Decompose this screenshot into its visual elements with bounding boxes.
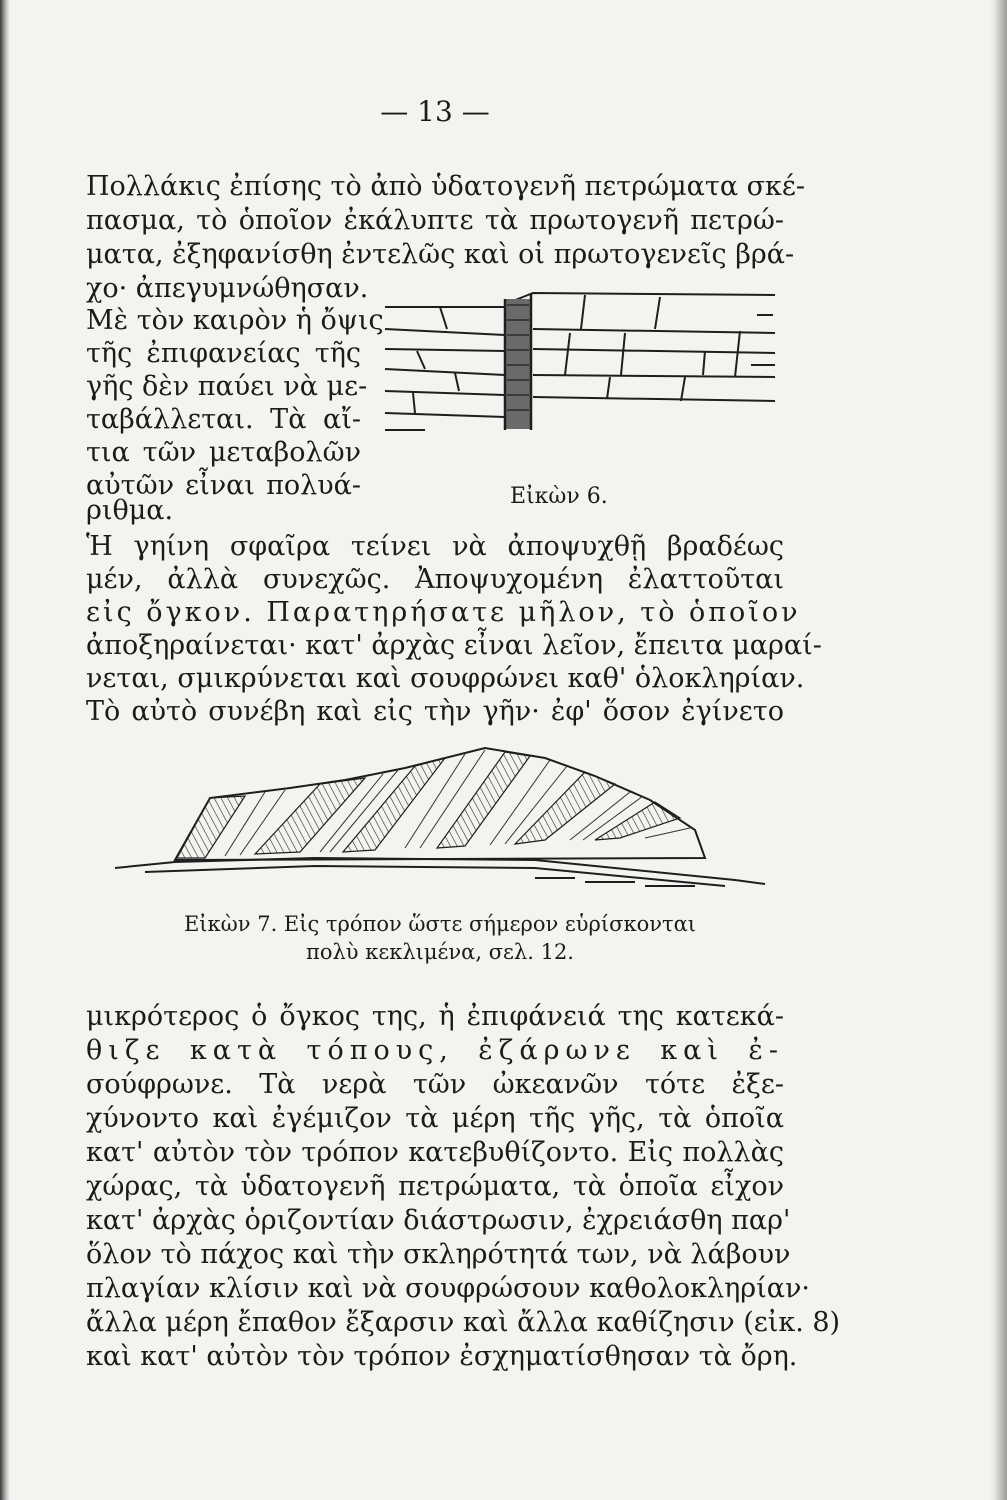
figure-7-caption-line-2: πολὺ κεκλιμένα, σελ. 12. [306,940,574,964]
text-line: τῆς ἐπιφανείας τῆς [86,338,361,369]
text-line: νεται, σμικρύνεται καὶ σουφρώνει καθ' ὁλοκληρίαν. [86,663,805,694]
text-line: καὶ κατ' αὐτὸν τὸν τρόπον ἐσχηματίσθησαν τὰ ὄρη. [86,1341,798,1372]
text-line: ματα, ἐξηφανίσθη ἐντελῶς καὶ οἱ πρωτογενεῖς βρά- [86,239,795,270]
text-line: ἄλλα μέρη ἔπαθον ἔξαρσιν καὶ ἄλλα καθίζησιν (εἰκ. 8) [86,1307,841,1338]
page-number: — 13 — [380,95,490,128]
text-line: θιζε κατὰ τόπους, ἐζάρωνε καὶ ἐ- [86,1035,784,1066]
text-line: πλαγίαν κλίσιν καὶ νὰ σουφρώσουν καθολοκληρίαν· [86,1273,810,1304]
figure-7-caption-line-1: Εἰκὼν 7. Εἰς τρόπον ὥστε σήμερον εὑρίσκονται [183,912,697,936]
text-line: σούφρωνε. Τὰ νερὰ τῶν ὠκεανῶν τότε ἐξε- [86,1069,784,1100]
text-line: πασμα, τὸ ὁποῖον ἐκάλυπτε τὰ πρωτογενῆ πετρώ- [86,205,784,236]
text-line: κατ' αὐτὸν τὸν τρόπον κατεβυθίζοντο. Εἰς πολλὰς [86,1137,784,1168]
text-line: Ἡ γηίνη σφαῖρα τείνει νὰ ἀποψυχθῇ βραδέως [86,531,784,562]
text-line: Τὸ αὐτὸ συνέβη καὶ εἰς τὴν γῆν· ἐφ' ὅσον ἐγίνετο [86,696,784,727]
text-line: μέν, ἀλλὰ συνεχῶς. Ἀποψυχομένη ἐλαττοῦται [86,564,784,595]
page-edge-shadow [989,0,1007,1500]
figure-7-illustration [115,740,775,900]
text-line: ἀποξηραίνεται· κατ' ἀρχὰς εἶναι λεῖον, ἔπειτα μαραί- [86,630,822,661]
text-line: χώρας, τὰ ὑδατογενῆ πετρώματα, τὰ ὁποῖα εἶχον [86,1171,784,1202]
figure-6-illustration [385,285,785,435]
figure-7-caption [160,910,720,966]
text-line: χύνοντο καὶ ἐγέμιζον τὰ μέρη τῆς γῆς, τὰ ὁποῖα [86,1103,784,1134]
text-line: ὅλον τὸ πάχος καὶ τὴν σκληρότητά των, νὰ λάβουν [86,1239,791,1270]
text-line: γῆς δὲν παύει νὰ με- [86,371,368,402]
text-line: Πολλάκις ἐπίσης τὸ ἀπὸ ὑδατογενῆ πετρώματα σκέ- [86,171,806,202]
page-binding-shadow [0,0,10,1500]
text-line: ταβάλλεται. Τὰ αἴ- [86,404,361,435]
text-line: εἰς ὄγκον. Παρατηρήσατε μῆλον, τὸ ὁποῖον [86,597,801,628]
text-line: τια τῶν μεταβολῶν [86,437,361,468]
text-line: μικρότερος ὁ ὄγκος της, ἡ ἐπιφάνειά της κατεκά- [86,1001,784,1032]
figure-6-caption: Εἰκὼν 6. [510,484,608,509]
text-line: ριθμα. [86,495,174,526]
text-line: κατ' ἀρχὰς ὁριζοντίαν διάστρωσιν, ἐχρειάσθη παρ' [86,1205,791,1236]
text-line: χο· ἀπεγυμνώθησαν. [86,273,369,304]
text-line: Μὲ τὸν καιρὸν ἡ ὄψις [86,305,384,336]
text-line: αὐτῶν εἶναι πολυά- [86,470,361,501]
